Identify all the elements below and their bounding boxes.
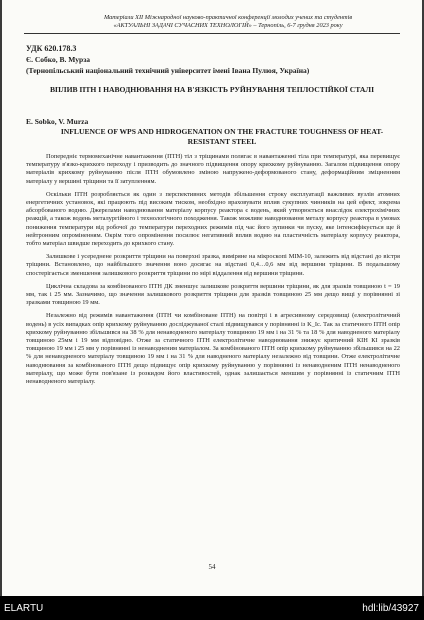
udk-code: УДК 620.178.3 xyxy=(26,44,77,53)
handle-id: hdl:lib/43927 xyxy=(362,603,419,614)
header-line-2: «АКТУАЛЬНІ ЗАДАЧІ СУЧАСНИХ ТЕХНОЛОГІЙ» – Тернопіль, 6-7 грудня 2023 року xyxy=(113,22,343,29)
running-header xyxy=(50,14,406,30)
paragraph: Циклічна складова за комбінованого ПТН ДК зменшує залишкове розкриття вершини тріщини, як для зразків товщиною t = 19 мм, так і 25 мм. Зазначимо, що значення залишкового розкриття тріщини для зразків товщиною 25 мм дещо вищі у порівнянні зі зразками товщиною 19 мм. xyxy=(26,282,400,307)
authors-en: E. Sobko, V. Murza xyxy=(26,117,89,126)
paper-page xyxy=(2,0,422,596)
authors: Є. Собко, В. Мурза xyxy=(26,55,90,64)
header-line-1: Матеріали XII Міжнародної науково-практичної конференції молодих учених та студентів xyxy=(103,14,353,21)
paper-title: ВПЛИВ ПТН І НАВОДНЮВАННЯ НА В'ЯЗКІСТЬ РУЙНУВАННЯ ТЕПЛОСТІЙКОЇ СТАЛІ xyxy=(49,85,375,94)
paragraph: Оскільки ПТН розробляється як один з перспективних методів збільшення строку експлуатації важливих вузлів атомних енергетичних установок, які працюють під високим тиском, необхідно враховувати вплив сукупних чинників на цей ефект, зокрема абсорбованого водню. Джерелами наводнювання матеріалу корпусу реактора є водень, який утворюється внаслідок електрохімічних реакцій, а також водень металургійного і технологічного походження. Також можливе наводнювання металу корпусу реактора в умовах пониження температури від робочої до температури переходних режимів під час його зупинки чи пуску, яке інтенсифікується ще й нейтронним опроміненням. Окрім того опромінення посилює негативний вплив водню на пластичність матеріалу корпусу реактора, тобто матеріал швидше переходить до крихкого стану. xyxy=(26,190,400,248)
paragraph: Залишкове і усереднене розкриття тріщини на поверхні зразка, виміряне на мікроскопі МІМ-10, залежить від відстані до вістря тріщини. Встановлено, що найбільшого значення воно досягає на відстані 0,4…0,6 мм від вершини тріщини. В подальшому спостерігається зменшення залишкового розкриття тріщини по мірі віддалення від вершини тріщини. xyxy=(26,253,400,277)
page-number: 54 xyxy=(208,563,216,571)
body-text xyxy=(26,153,400,386)
paper-title-en: INFLUENCE OF WPS AND HIDROGENATION ON THE FRACTURE TOUGHNESS OF HEAT-RESISTANT STEEL xyxy=(60,127,384,146)
paragraph: Незалежно від режимів навантаження (ПТН чи комбіноване ПТН) на повітрі і в агресивному середовищі (електролітичний водень) в усіх випадках опір крихкому руйнуванню досліджуваної сталі підвищувався у порівнянні із K_Ic. Так за статичного ПТН опір крихкому руйнуванню збільшився на 38 % для ненаводненого матеріалу товщиною 19 мм і на 31 % та 18 % для наводненого матеріалу товщиною 25мм і 19 мм відповідно. Отже за статичного ПТН електролітичне наводнювання знижує критичний КІН КІ зразків товщиною 19 мм і 25 мм у порівнянні із ненаводненим матеріалом. За комбінованого ПТН опір крихкому руйнуванню збільшився на 22 % для ненаводненого матеріалу товщиною 19 мм і на 31 % для наводненого матеріалу незалежно від товщини. Отже електролітичне наводнювання за комбінованого ПТН дещо підвищує опір крихкому руйнуванню у порівнянні із ненаводненим ПТН ненаводненого матеріалу, що може бути пов'язане із розкидом його властивостей, однак залишається меншим у порівнянні із статичним ПТН ненаводненого матеріалу. xyxy=(26,312,400,386)
affiliation: (Тернопільський національний технічний університет імені Івана Пулюя, Україна) xyxy=(26,66,310,75)
header-rule xyxy=(24,33,400,34)
paragraph: Попередніє термомеханічне навантаження (ПТН) тіл з тріщинами полягає в навантаженні тіла при температурі, яка перевищує температуру в'язко-крихкого переходу і призводить до значного підвищення опору крихкому руйнуванню. Загалом підвищення опору матеріалів крихкому руйнуванню після ПТН обумовлено зміною напружено-деформованого стану, деформаційним зміцненням матеріалу у вершині тріщини та її затупленням. xyxy=(26,153,400,185)
repository-name: ELARTU xyxy=(4,603,44,614)
repository-footer xyxy=(0,596,424,620)
